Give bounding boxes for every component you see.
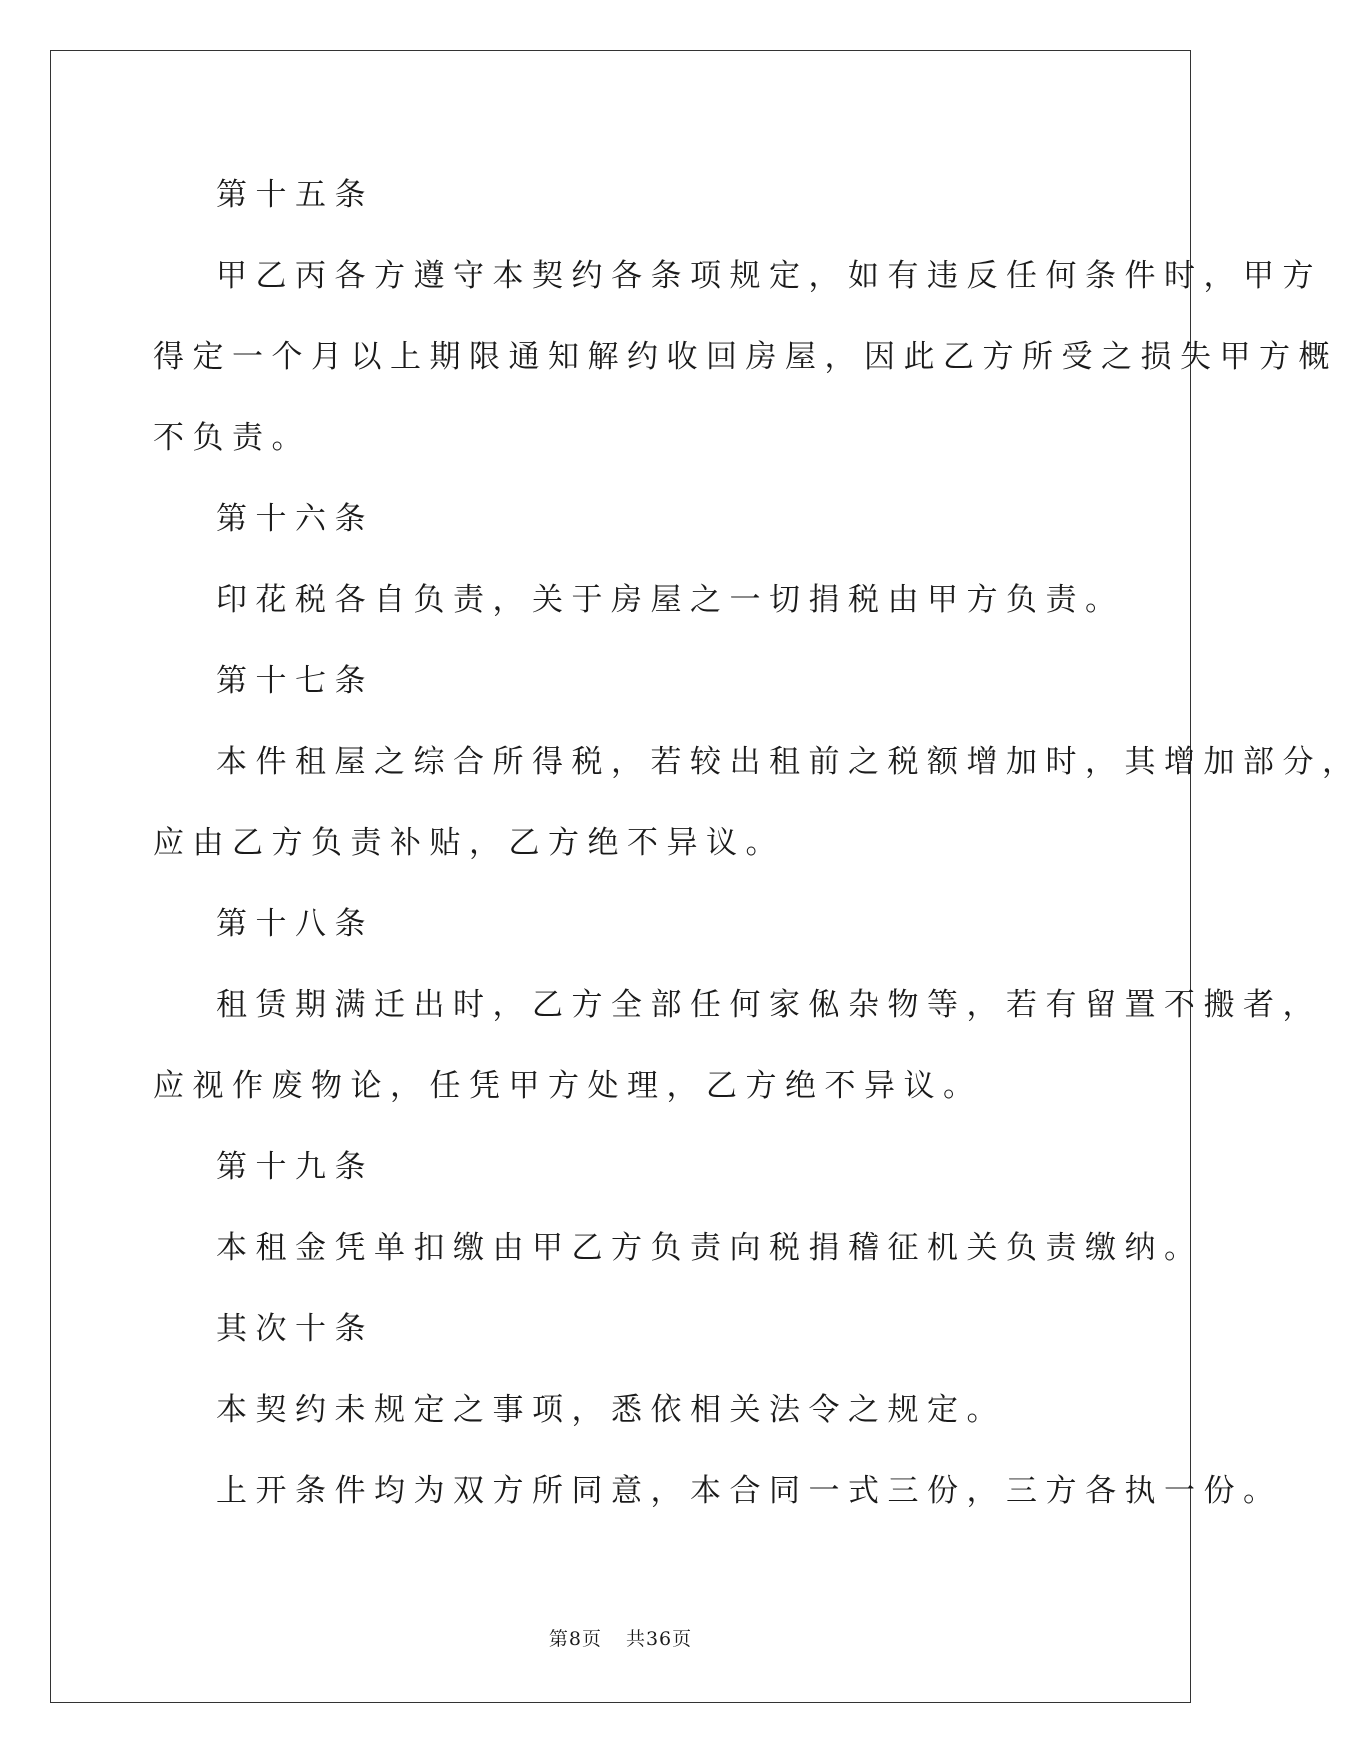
- article-18-heading: 第十八条: [216, 906, 374, 942]
- article-19-text: 本租金凭单扣缴由甲乙方负责向税捐稽征机关负责缴纳。: [216, 1230, 1204, 1266]
- article-18-text-line-2: 应视作废物论，任凭甲方处理，乙方绝不异议。: [153, 1068, 983, 1104]
- article-15-heading: 第十五条: [216, 177, 374, 213]
- article-16-text: 印花税各自负责，关于房屋之一切捐税由甲方负责。: [216, 582, 1125, 618]
- article-20-text: 本契约未规定之事项，悉依相关法令之规定。: [216, 1392, 1006, 1428]
- article-17-text-line-2: 应由乙方负责补贴，乙方绝不异议。: [153, 825, 785, 861]
- article-17-text-line-1: 本件租屋之综合所得税，若较出租前之税额增加时，其增加部分，: [216, 744, 1362, 780]
- article-15-text-line-1: 甲乙丙各方遵守本契约各条项规定，如有违反任何条件时，甲方: [216, 258, 1322, 294]
- article-18-text-line-1: 租赁期满迁出时，乙方全部任何家俬杂物等，若有留置不搬者，: [216, 987, 1322, 1023]
- page-footer: [0, 1624, 1241, 1651]
- document-body: [153, 155, 1362, 1532]
- article-20-heading: 其次十条: [216, 1311, 374, 1347]
- article-19-heading: 第十九条: [216, 1149, 374, 1185]
- article-15-text-line-3: 不负责。: [153, 420, 311, 456]
- page-total: 共36页: [625, 1628, 693, 1650]
- article-15-text-line-2: 得定一个月以上期限通知解约收回房屋，因此乙方所受之损失甲方概: [153, 339, 1338, 375]
- page-number: 第8页: [548, 1628, 602, 1650]
- closing-statement: 上开条件均为双方所同意，本合同一式三份，三方各执一份。: [216, 1473, 1283, 1509]
- article-17-heading: 第十七条: [216, 663, 374, 699]
- article-16-heading: 第十六条: [216, 501, 374, 537]
